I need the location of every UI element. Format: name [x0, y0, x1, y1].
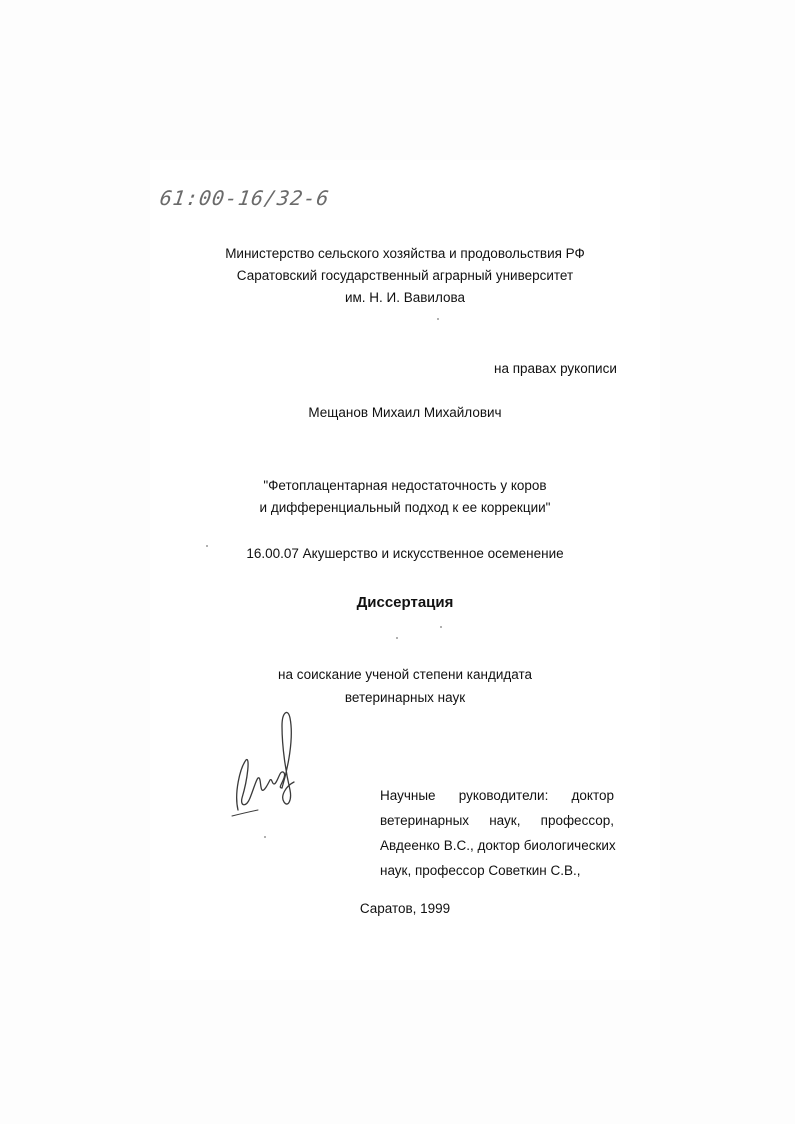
author-name: Мещанов Михаил Михайлович: [308, 405, 502, 420]
advisors-line2: ветеринарных наук, профессор,: [380, 813, 614, 828]
degree-line2: ветеринарных наук: [344, 690, 466, 705]
handwritten-signature: [228, 698, 308, 823]
doc-type-heading: Диссертация: [356, 594, 454, 611]
advisors-block: [380, 783, 614, 883]
advisors-line1: Научные руководители: доктор: [380, 788, 614, 803]
manuscript-rights: на правах рукописи: [494, 361, 617, 376]
scan-speck: [264, 836, 266, 838]
specialty-line: 16.00.07 Акушерство и искусственное осеменение: [246, 546, 564, 561]
scan-speck: [206, 545, 208, 547]
advisors-line3: Авдеенко В.С., доктор биологических: [380, 838, 616, 853]
scan-speck: [440, 626, 442, 628]
ministry-line: Министерство сельского хозяйства и продовольствия РФ: [225, 246, 585, 261]
thesis-title-line1: "Фетоплацентарная недостаточность у коров: [263, 478, 547, 493]
scan-speck: [396, 637, 398, 639]
archive-number: 61:00-16/32-6: [158, 186, 332, 210]
thesis-title-line2: и дифференциальный подход к ее коррекции": [259, 500, 551, 515]
city-year: Саратов, 1999: [359, 901, 451, 916]
degree-line1: на соискание ученой степени кандидата: [278, 667, 532, 682]
named-after-line: им. Н. И. Вавилова: [344, 290, 466, 305]
university-line: Саратовский государственный аграрный университет: [236, 268, 574, 283]
scan-speck: [437, 318, 439, 320]
advisors-line4: наук, профессор Советкин С.В.,: [380, 863, 581, 878]
